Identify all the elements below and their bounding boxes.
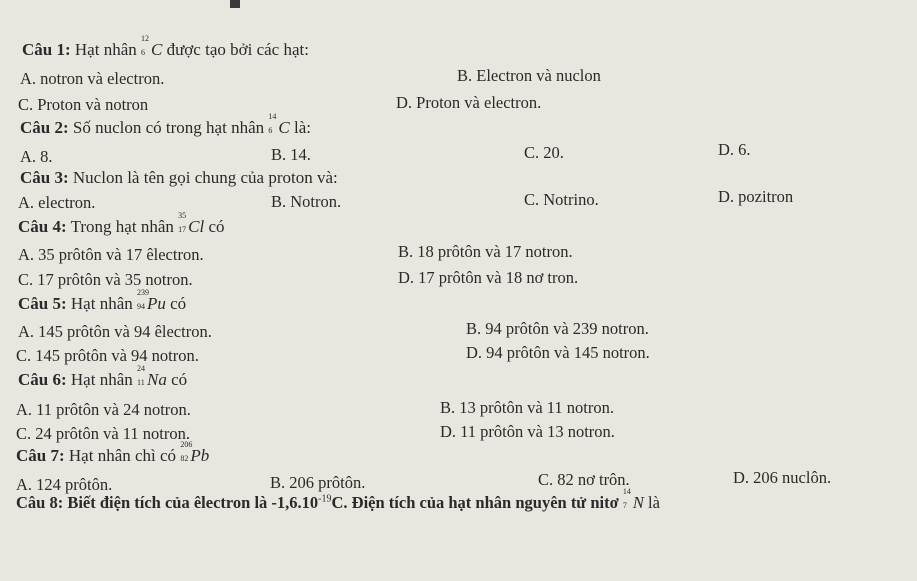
isotope-pu239: 239 94 Pu [137, 288, 166, 313]
question-4: Câu 4: Trong hạt nhân 35 17 Cl có [18, 211, 225, 236]
q4-option-c[interactable]: C. 17 prôtôn và 35 notron. [18, 270, 193, 289]
q5-option-b[interactable]: B. 94 prôtôn và 239 notron. [466, 319, 649, 338]
q4-option-d[interactable]: D. 17 prôtôn và 18 nơ tron. [398, 268, 579, 287]
question-6: Câu 6: Hạt nhân 24 11 Na có [18, 364, 188, 389]
q2-option-d[interactable]: D. 6. [718, 140, 751, 159]
q3-option-c[interactable]: C. Notrino. [524, 190, 599, 209]
top-mark [230, 0, 240, 8]
isotope-c14: 14 6 C [268, 112, 290, 137]
question-5: Câu 5: Hạt nhân 239 94 Pu có [18, 288, 187, 313]
isotope-pb206: 206 82 Pb [180, 440, 210, 465]
isotope-n14: 14 7 N [622, 487, 644, 512]
q5-option-c[interactable]: C. 145 prôtôn và 94 notron. [16, 346, 199, 365]
q7-option-d[interactable]: D. 206 nuclôn. [733, 468, 832, 487]
q1-option-a[interactable]: A. notron và electron. [20, 69, 165, 88]
question-2: Câu 2: Số nuclon có trong hạt nhân 14 6 C là: [20, 112, 311, 137]
q7-option-a[interactable]: A. 124 prôtôn. [16, 475, 113, 494]
q7-option-b[interactable]: B. 206 prôtôn. [270, 473, 366, 492]
q2-option-b[interactable]: B. 14. [271, 145, 311, 164]
q2-option-a[interactable]: A. 8. [20, 147, 53, 166]
q5-option-a[interactable]: A. 145 prôtôn và 94 êlectron. [18, 322, 212, 341]
q6-option-b[interactable]: B. 13 prôtôn và 11 notron. [440, 398, 614, 417]
q4-option-b[interactable]: B. 18 prôtôn và 17 notron. [398, 242, 573, 261]
q2-option-c[interactable]: C. 20. [524, 143, 564, 162]
question-7: Câu 7: Hạt nhân chì có 206 82 Pb [16, 440, 210, 465]
q1-option-d[interactable]: D. Proton và electron. [396, 93, 542, 112]
q1-option-b[interactable]: B. Electron và nuclon [457, 66, 601, 85]
q6-option-a[interactable]: A. 11 prôtôn và 24 notron. [16, 400, 191, 419]
q6-option-d[interactable]: D. 11 prôtôn và 13 notron. [440, 422, 615, 441]
isotope-na24: 24 11 Na [137, 364, 167, 389]
question-1: Câu 1: Hạt nhân 12 6 C được tạo bởi các hạt: [22, 34, 309, 59]
isotope-c12: 12 6 C [141, 34, 163, 59]
q5-option-d[interactable]: D. 94 prôtôn và 145 notron. [466, 343, 650, 362]
q1-option-c[interactable]: C. Proton và notron [18, 95, 149, 114]
q3-option-b[interactable]: B. Notron. [271, 192, 342, 211]
q7-option-c[interactable]: C. 82 nơ trôn. [538, 470, 630, 489]
q6-option-c[interactable]: C. 24 prôtôn và 11 notron. [16, 424, 190, 443]
question-8: Câu 8: Biết điện tích của êlectron là $-1,6.10^{-19}C$. Điện tích của hạt nhân nguyên tử nitơ 14 7 N là [16, 487, 660, 512]
question-3: Câu 3: Nuclon là tên gọi chung của proton và: [20, 168, 338, 187]
q3-option-d[interactable]: D. pozitron [718, 187, 794, 206]
q3-option-a[interactable]: A. electron. [18, 193, 96, 212]
q4-option-a[interactable]: A. 35 prôtôn và 17 êlectron. [18, 245, 204, 264]
isotope-cl35: 35 17 Cl [178, 211, 205, 236]
